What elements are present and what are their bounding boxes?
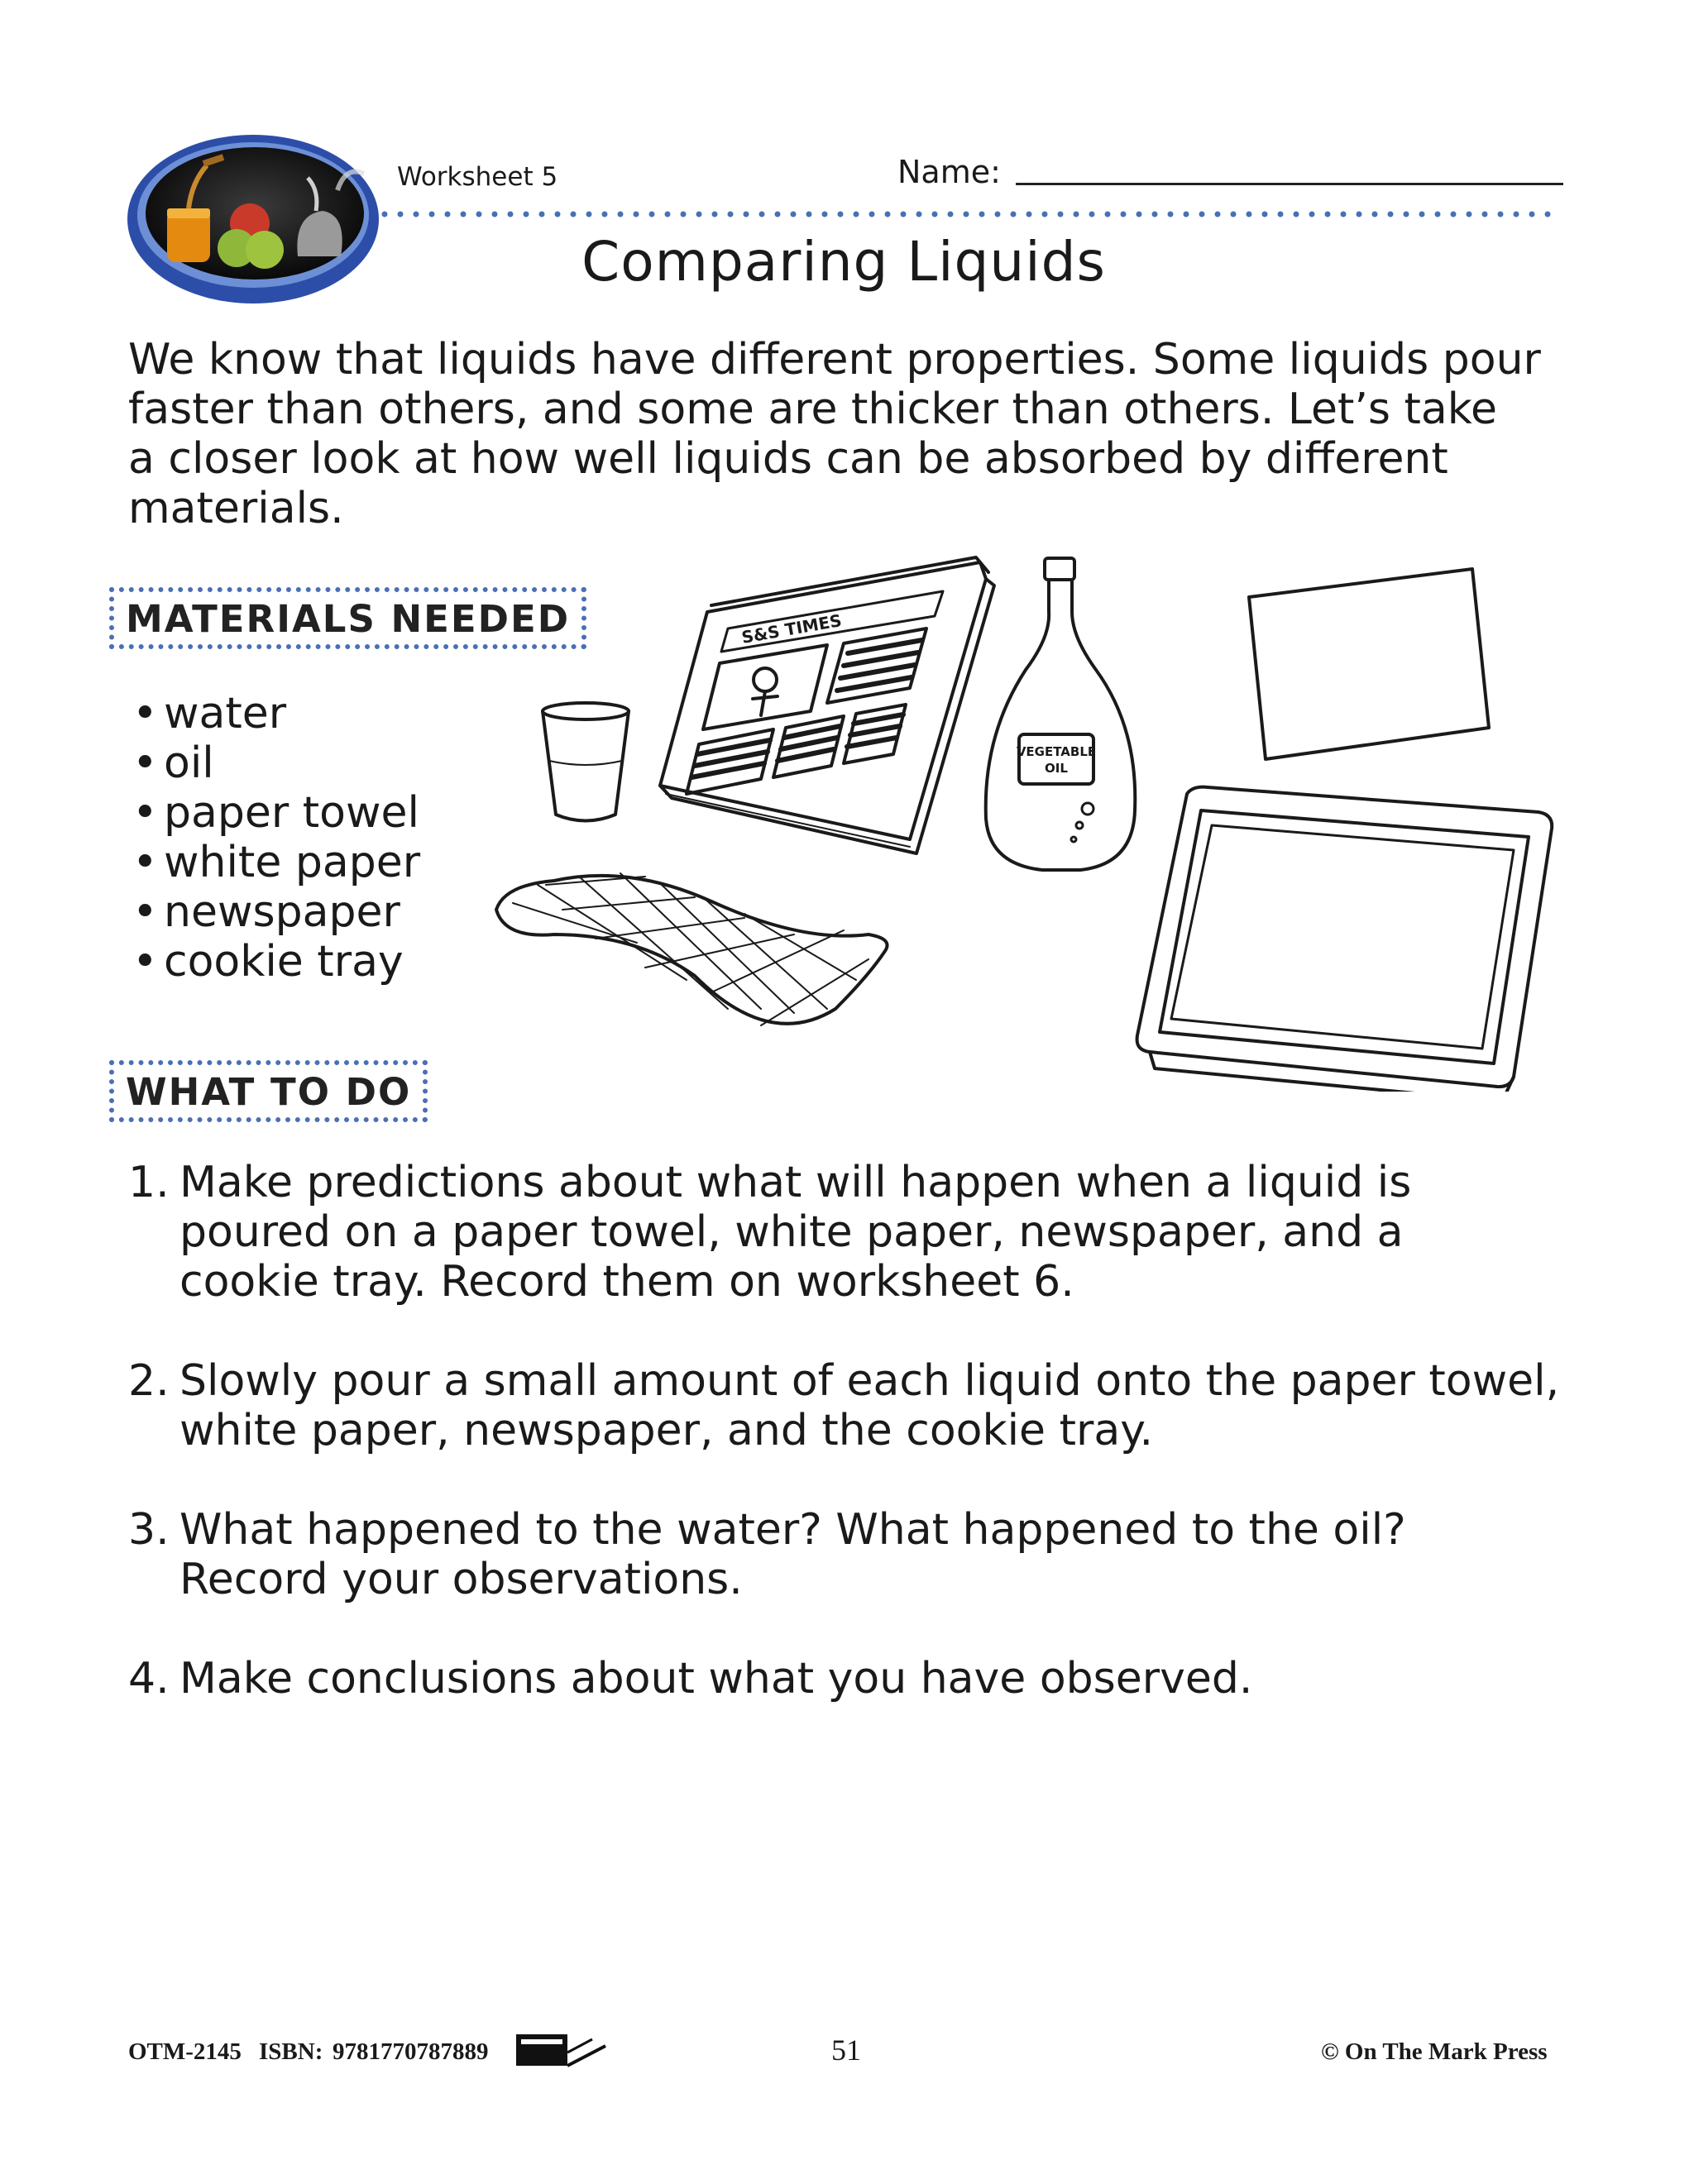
bottle-label-line: VEGETABLE	[1016, 744, 1097, 759]
steps-list	[128, 1158, 1592, 1753]
step-item	[128, 1505, 1592, 1604]
step-item	[128, 1654, 1592, 1704]
cup-icon	[543, 703, 629, 821]
footer-isbn-label: ISBN:	[259, 2038, 323, 2065]
bottle-label-line: OIL	[1045, 761, 1068, 776]
intro-line: materials.	[128, 484, 344, 533]
newspaper-icon	[660, 557, 994, 853]
step-line: Record your observations.	[179, 1555, 743, 1604]
list-item: • cookie tray	[132, 937, 420, 987]
step-line: cookie tray. Record them on worksheet 6.	[179, 1257, 1074, 1307]
paper-towel-icon	[496, 873, 888, 1025]
page-title: Comparing Liquids	[581, 230, 1106, 294]
materials-list	[132, 689, 420, 987]
step-item	[128, 1356, 1592, 1455]
header-dotted-divider	[380, 210, 1567, 218]
step-number: 4.	[128, 1654, 170, 1704]
step-line: What happened to the water? What happened to the oil?	[179, 1505, 1406, 1555]
copyright-notice: © On The Mark Press	[1321, 2038, 1548, 2065]
intro-line: We know that liquids have different properties. Some liquids pour	[128, 335, 1541, 385]
worksheet-label: Worksheet 5	[397, 162, 558, 192]
intro-line: faster than others, and some are thicker than others. Let’s take	[128, 385, 1498, 434]
step-line: white paper, newspaper, and the cookie tray.	[179, 1406, 1154, 1455]
newspaper-masthead: S&S TIMES	[739, 610, 844, 648]
open-book-icon	[513, 2028, 612, 2071]
list-item: • white paper	[132, 838, 420, 887]
step-number: 1.	[128, 1158, 170, 1207]
step-line: Make conclusions about what you have observed.	[179, 1654, 1253, 1704]
intro-paragraph	[128, 335, 1584, 533]
step-line: Make predictions about what will happen when a liquid is	[179, 1158, 1412, 1207]
cookie-tray-icon	[1137, 787, 1553, 1092]
step-item	[128, 1158, 1592, 1307]
list-item: • paper towel	[132, 788, 420, 838]
name-label: Name:	[897, 154, 1001, 190]
name-write-line[interactable]	[1016, 183, 1563, 185]
header-logo-image	[124, 132, 382, 306]
step-number: 2.	[128, 1356, 170, 1406]
white-paper-icon	[1249, 569, 1489, 759]
step-line: Slowly pour a small amount of each liquid onto the paper towel,	[179, 1356, 1560, 1406]
materials-needed-heading: MATERIALS NEEDED	[109, 587, 586, 649]
page-number: 51	[831, 2033, 861, 2067]
step-line: poured on a paper towel, white paper, newspaper, and a	[179, 1207, 1404, 1257]
step-number: 3.	[128, 1505, 170, 1555]
footer-product-code: OTM-2145	[128, 2038, 242, 2065]
list-item: • newspaper	[132, 887, 420, 937]
materials-illustration	[480, 546, 1563, 1092]
intro-line: a closer look at how well liquids can be absorbed by different	[128, 434, 1448, 484]
footer-isbn: 9781770787889	[333, 2038, 489, 2065]
list-item: • oil	[132, 738, 420, 788]
list-item: • water	[132, 689, 420, 738]
oil-bottle-icon	[986, 558, 1136, 870]
what-to-do-heading: WHAT TO DO	[109, 1060, 428, 1122]
